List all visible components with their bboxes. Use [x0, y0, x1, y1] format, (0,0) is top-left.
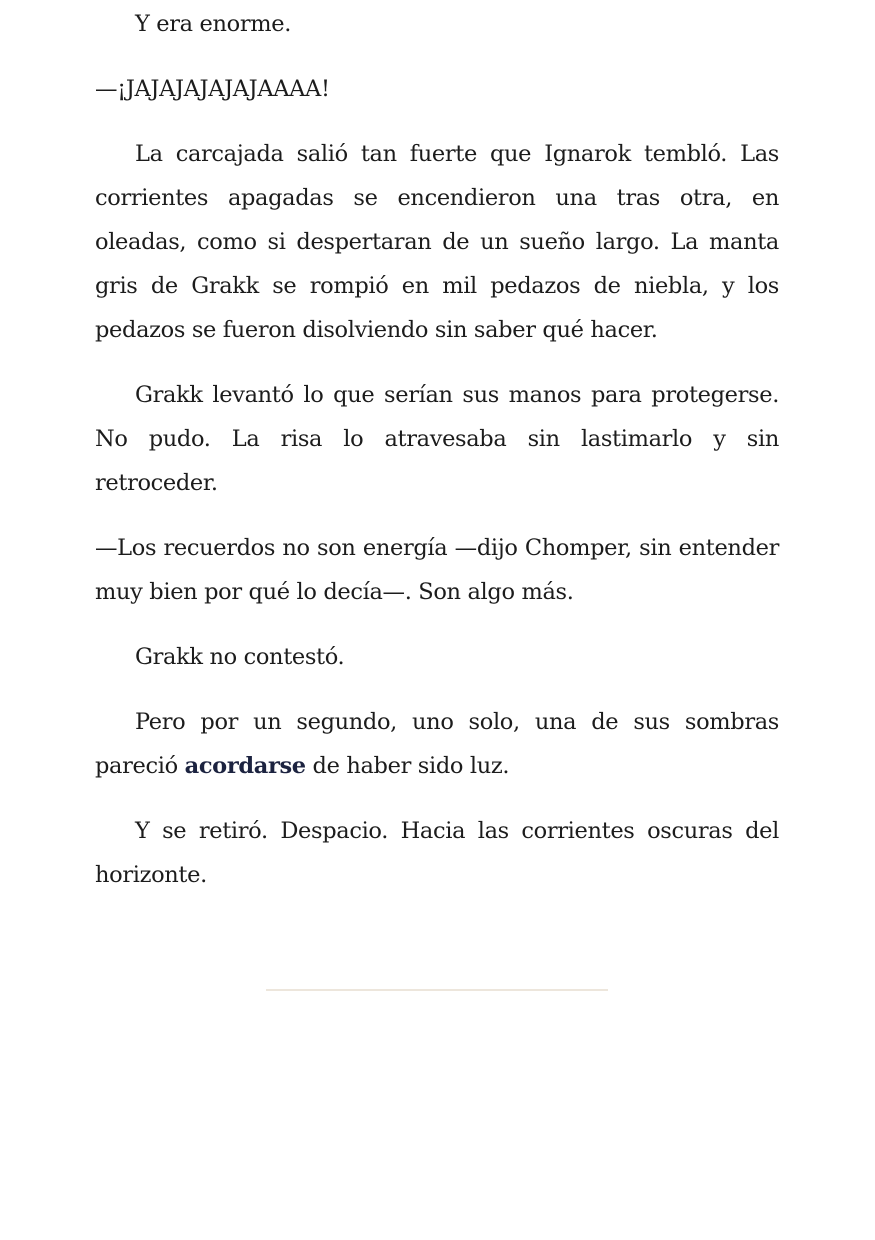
- section-divider: [266, 989, 608, 991]
- paragraph-acordarse: [95, 700, 779, 788]
- emphasized-word: acordarse: [184, 753, 306, 779]
- book-page-text: [95, 2, 779, 918]
- paragraph-grakk-no-contesto: Grakk no contestó.: [135, 644, 345, 670]
- paragraph-carcajada: La carcajada salió tan fuerte que Ignarok tembló. Las corrientes apagadas se encendieron una tras otra, en oleadas, como si despertaran de un sueño largo. La manta gris de Grakk se rompió en mil pedazos de niebla, y los pedazos se fueron disolviendo sin saber qué hacer.: [95, 141, 779, 343]
- paragraph-y-era-enorme: Y era enorme.: [135, 11, 292, 37]
- dialogue-chomper: —Los recuerdos no son energía —dijo Chomper, sin entender muy bien por qué lo decía—. Son algo más.: [95, 535, 779, 605]
- paragraph-se-retiro: Y se retiró. Despacio. Hacia las corrientes oscuras del horizonte.: [95, 818, 779, 888]
- dialogue-laughter: —¡JAJAJAJAJAJAAAA!: [95, 76, 330, 102]
- paragraph-acordarse-before: Pero por un segundo, uno solo, una de sus sombras pareció: [95, 709, 779, 779]
- paragraph-grakk-levanto: Grakk levantó lo que serían sus manos para protegerse. No pudo. La risa lo atravesaba sin lastimarlo y sin retroceder.: [95, 382, 779, 496]
- paragraph-acordarse-after: de haber sido luz.: [305, 753, 510, 779]
